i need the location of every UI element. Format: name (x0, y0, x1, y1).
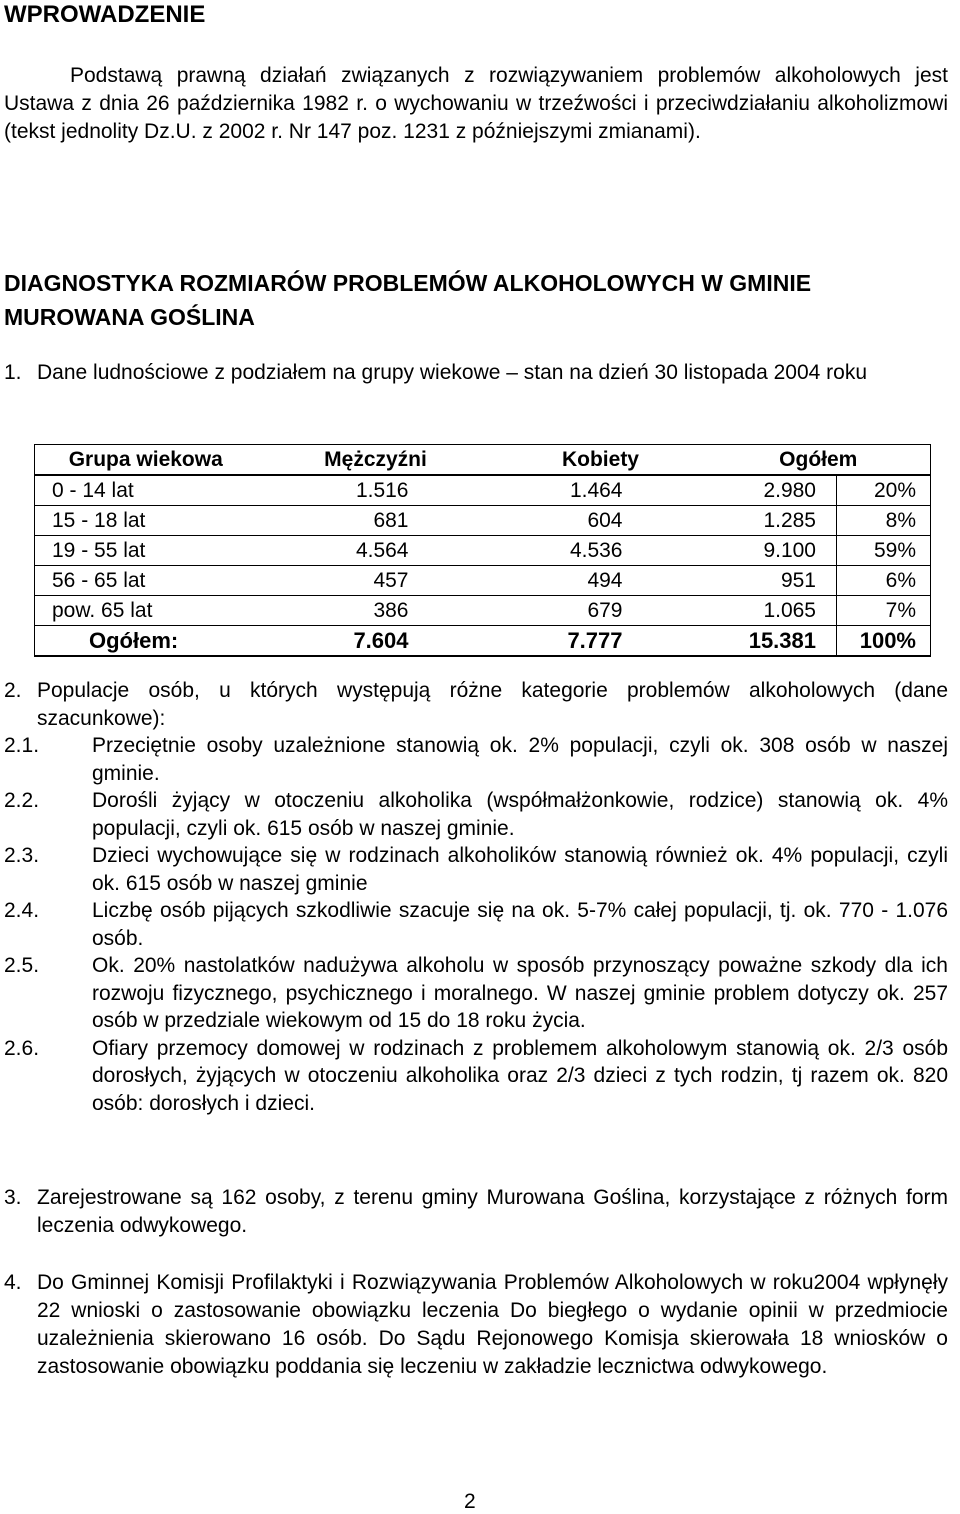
section-4-item (4, 1269, 948, 1381)
section-2-number: 2. (4, 679, 22, 702)
table-header-row (35, 445, 931, 476)
cell-group: 56 - 65 lat (35, 566, 257, 596)
table-row (35, 566, 931, 596)
list-item (4, 842, 948, 897)
section-3-text: Zarejestrowane są 162 osoby, z terenu gminy Murowana Goślina, korzystające z różnych form leczenia odwykowego. (37, 1186, 948, 1237)
cell-group: 19 - 55 lat (35, 536, 257, 566)
cell-group: pow. 65 lat (35, 596, 257, 626)
list-item-text: Przeciętnie osoby uzależnione stanowią ok. 2% populacji, czyli ok. 308 osób w naszej gminie. (92, 734, 948, 785)
cell-men: 386 (257, 596, 495, 626)
cell-percent: 59% (837, 536, 931, 566)
list-item-number: 2.6. (4, 1036, 40, 1060)
section-3 (4, 1184, 948, 1240)
section-4 (4, 1269, 948, 1381)
section-2-intro (4, 677, 948, 732)
page-number: 2 (464, 1490, 476, 1513)
cell-men: 4.564 (257, 536, 495, 566)
header-women: Kobiety (495, 445, 707, 476)
cell-group: 15 - 18 lat (35, 506, 257, 536)
section-3-item (4, 1184, 948, 1240)
cell-total: 1.065 (707, 596, 837, 626)
cell-group: Ogółem: (35, 626, 257, 657)
cell-men: 681 (257, 506, 495, 536)
cell-total: 9.100 (707, 536, 837, 566)
table-total-row (35, 626, 931, 657)
section-3-number: 3. (4, 1186, 22, 1209)
list-item-number: 2.1. (4, 734, 40, 757)
table-row (35, 506, 931, 536)
header-total: Ogółem (707, 445, 931, 476)
section-1 (4, 358, 948, 387)
cell-women: 7.777 (495, 626, 707, 657)
section-2-text: Populacje osób, u których występują różne kategorie problemów alkoholowych (dane szacunkowe): (37, 679, 948, 730)
section-1-text: Dane ludnościowe z podziałem na grupy wiekowe – stan na dzień 30 listopada 2004 roku (37, 361, 868, 384)
table-row (35, 596, 931, 626)
cell-total: 951 (707, 566, 837, 596)
section-4-text: Do Gminnej Komisji Profilaktyki i Rozwiązywania Problemów Alkoholowych w roku2004 wpłynęły 22 wnioski o zastosowanie obowiązku leczenia Do biegłego o wydanie opinii w przedmiocie uzależnienia skierowano 16 osób. Do Sądu Rejonowego Komisja skierowała 18 wniosków o zastosowanie obowiązku poddania się leczeniu w zakładzie lecznictwa odwykowego. (37, 1271, 948, 1378)
page-title: WPROWADZENIE (4, 1, 206, 28)
section-heading: DIAGNOSTYKA ROZMIARÓW PROBLEMÓW ALKOHOLOWYCH W GMINIE MUROWANA GOŚLINA (4, 270, 812, 330)
cell-total: 1.285 (707, 506, 837, 536)
cell-women: 1.464 (495, 475, 707, 506)
cell-percent: 7% (837, 596, 931, 626)
cell-women: 604 (495, 506, 707, 536)
list-item (4, 787, 948, 842)
list-item (4, 1035, 948, 1118)
intro-paragraph: Podstawą prawną działań związanych z rozwiązywaniem problemów alkoholowych jest Ustawa z dnia 26 października 1982 r. o wychowaniu w trzeźwości i przeciwdziałaniu alkoholizmowi (tekst jednolity Dz.U. z 2002 r. Nr 147 poz. 1231 z późniejszymi zmianami). (4, 64, 948, 143)
section-2 (4, 677, 948, 1117)
header-men: Mężczyźni (257, 445, 495, 476)
list-item (4, 952, 948, 1035)
table-row (35, 475, 931, 506)
list-item-text: Ok. 20% nastolatków nadużywa alkoholu w sposób przynoszący poważne szkody dla ich rozwoju fizycznego, psychicznego i moralnego. W naszej gminie problem dotyczy ok. 257 osób w przedziale wiekowym od 15 do 18 roku życia. (92, 954, 948, 1032)
cell-percent: 100% (837, 626, 931, 657)
list-item-text: Liczbę osób pijących szkodliwie szacuje się na ok. 5-7% całej populacji, tj. ok. 770 - 1.076 osób. (92, 899, 948, 950)
section-1-number: 1. (4, 361, 22, 384)
cell-women: 494 (495, 566, 707, 596)
list-item-text: Dorośli żyjący w otoczeniu alkoholika (współmałżonkowie, rodzice) stanowią ok. 4% populacji, czyli ok. 615 osób w naszej gminie. (92, 789, 948, 840)
cell-percent: 6% (837, 566, 931, 596)
cell-women: 4.536 (495, 536, 707, 566)
cell-men: 7.604 (257, 626, 495, 657)
cell-percent: 8% (837, 506, 931, 536)
list-item-number: 2.3. (4, 844, 40, 867)
list-item-text: Ofiary przemocy domowej w rodzinach z problemem alkoholowym stanowią ok. 2/3 osób dorosłych, żyjących w otoczeniu alkoholika oraz 2/3 dzieci z tych rodzin, tj razem ok. 820 osób: dorosłych i dzieci. (92, 1036, 948, 1115)
cell-total: 2.980 (707, 475, 837, 506)
list-item-number: 2.2. (4, 789, 40, 812)
header-age-group: Grupa wiekowa (35, 445, 257, 476)
cell-men: 457 (257, 566, 495, 596)
population-table (34, 444, 931, 657)
list-item-number: 2.4. (4, 899, 40, 922)
cell-total: 15.381 (707, 626, 837, 657)
table-row (35, 536, 931, 566)
cell-percent: 20% (837, 475, 931, 506)
cell-group: 0 - 14 lat (35, 475, 257, 506)
list-item-number: 2.5. (4, 954, 40, 977)
list-item (4, 897, 948, 952)
list-item (4, 732, 948, 787)
section-4-number: 4. (4, 1271, 22, 1294)
list-item-text: Dzieci wychowujące się w rodzinach alkoholików stanowią również ok. 4% populacji, czyli ok. 615 osób w naszej gminie (92, 844, 948, 895)
cell-women: 679 (495, 596, 707, 626)
cell-men: 1.516 (257, 475, 495, 506)
